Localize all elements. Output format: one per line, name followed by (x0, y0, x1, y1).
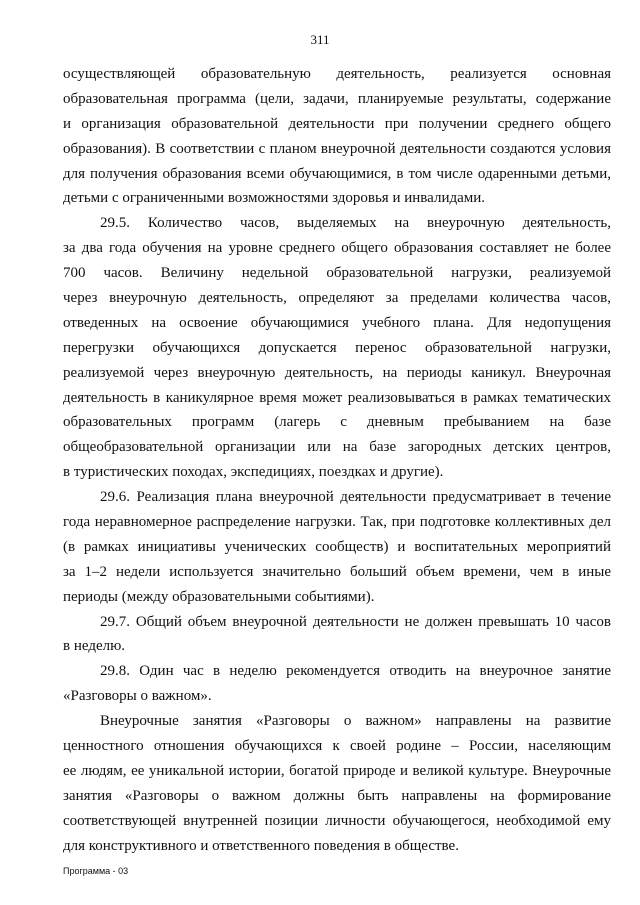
text-line: образовательная программа (цели, задачи, планируемые результаты, содержание (63, 90, 611, 107)
text-line: периоды (между образовательными событиями). (63, 588, 375, 605)
paragraph (63, 62, 611, 211)
text-line: в туристических походах, экспедициях, поездках и другие). (63, 464, 444, 481)
text-line: деятельность в каникулярное время может реализовываться в рамках тематических (63, 389, 611, 406)
paragraph (63, 211, 611, 485)
text-line: занятия «Разговоры о важном должны быть направлены на формирование (63, 787, 611, 804)
document-body (63, 62, 611, 859)
text-line: 29.7. Общий объем внеурочной деятельности не должен превышать 10 часов (100, 613, 611, 630)
text-line: соответствующей внутренней позиции личности обучающегося, необходимой ему (63, 812, 611, 829)
text-line: за 1–2 недели используется значительно больший объем времени, чем в иные (63, 563, 611, 580)
text-line: через внеурочную деятельность, определяют за пределами количества часов, (63, 290, 611, 307)
text-line: «Разговоры о важном». (63, 688, 212, 705)
text-line: 29.5. Количество часов, выделяемых на внеурочную деятельность, (100, 215, 611, 232)
text-line: общеобразовательной организации или на базе загородных детских центров, (63, 439, 611, 456)
text-line: для конструктивного и ответственного поведения в обществе. (63, 837, 459, 854)
text-line: года неравномерное распределение нагрузки. Так, при подготовке коллективных дел (63, 514, 611, 531)
text-line: отведенных на освоение обучающимися учебного плана. Для недопущения (63, 314, 611, 331)
text-line: 29.8. Один час в неделю рекомендуется отводить на внеурочное занятие (100, 663, 611, 680)
page-footer: Программа - 03 (63, 866, 129, 876)
text-line: ее людям, ее уникальной истории, богатой природе и великой культуре. Внеурочные (63, 762, 611, 779)
text-line: образования). В соответствии с планом внеурочной деятельности создаются условия (63, 140, 611, 157)
text-line: образовательных программ (лагерь с дневным пребыванием на базе (63, 414, 611, 431)
paragraph (63, 709, 611, 858)
text-line: Внеурочные занятия «Разговоры о важном» направлены на развитие (100, 713, 611, 730)
text-line: (в рамках инициативы ученических сообществ) и воспитательных мероприятий (63, 538, 611, 555)
text-line: перегрузки обучающихся допускается перенос образовательной нагрузки, (63, 339, 611, 356)
text-line: ценностного отношения обучающихся к своей родине – России, населяющим (63, 738, 611, 755)
text-line: реализуемой через внеурочную деятельность, на периоды каникул. Внеурочная (63, 364, 611, 381)
text-line: в неделю. (63, 638, 126, 655)
text-line: детьми с ограниченными возможностями здоровья и инвалидами. (63, 190, 486, 207)
text-line: 700 часов. Величину недельной образовательной нагрузки, реализуемой (63, 265, 611, 282)
text-line: для получения образования всеми обучающимися, в том числе одаренными детьми, (63, 165, 611, 182)
paragraph (63, 659, 611, 709)
text-line: за два года обучения на уровне среднего общего образования составляет не более (63, 240, 611, 257)
page-number: 311 (310, 32, 330, 47)
text-line: и организация образовательной деятельности при получении среднего общего (63, 115, 611, 132)
paragraph (63, 610, 611, 660)
text-line: 29.6. Реализация плана внеурочной деятельности предусматривает в течение (100, 489, 611, 506)
paragraph (63, 485, 611, 609)
text-line: осуществляющей образовательную деятельность, реализуется основная (63, 66, 611, 82)
